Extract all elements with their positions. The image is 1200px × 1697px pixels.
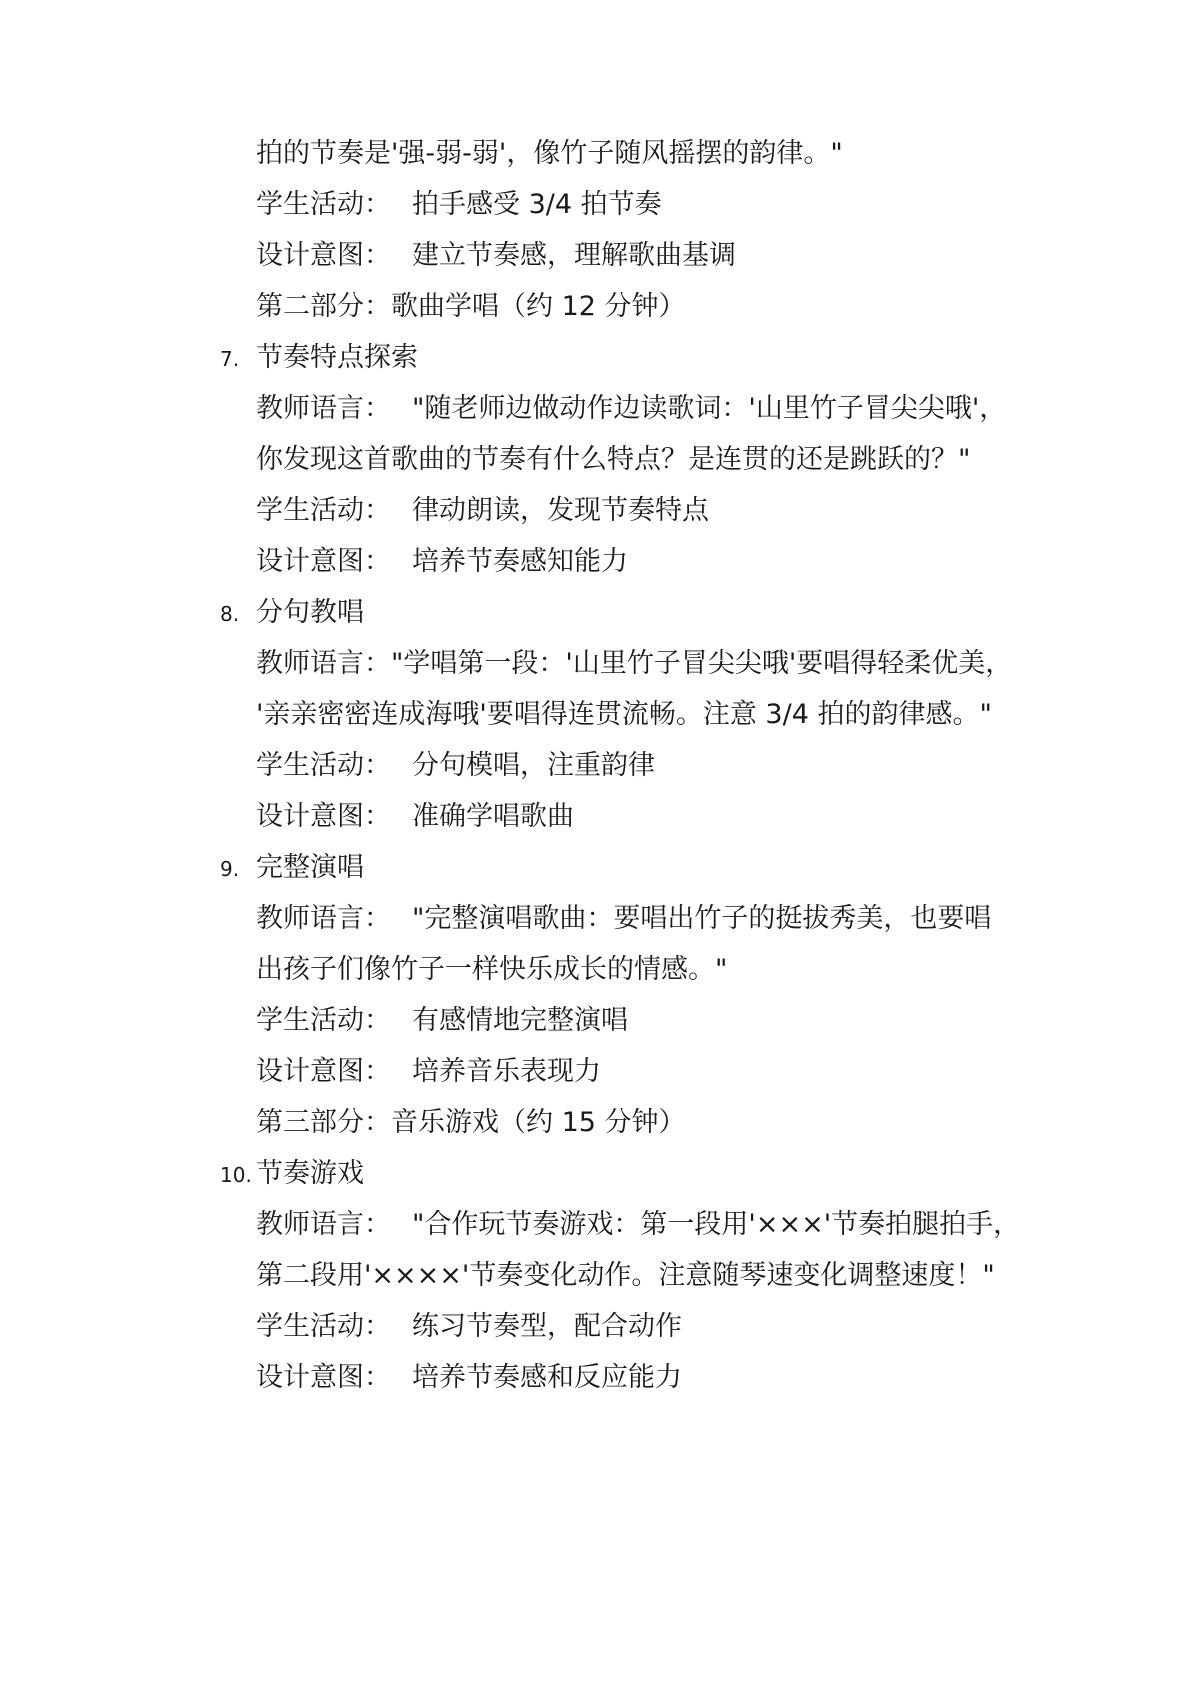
text-line [256,952,727,988]
text-line [256,442,970,478]
design-intent-line [256,1054,601,1090]
student-activity-label: 学生活动： [256,189,391,220]
student-activity-line [256,1309,682,1345]
student-activity-text: 练习节奏型，配合动作 [412,1311,682,1342]
student-activity-text: 分句模唱，注重韵律 [412,750,655,781]
design-intent-line [256,238,736,274]
line-text: 你发现这首歌曲的节奏有什么特点？是连贯的还是跳跃的？" [256,444,971,475]
student-activity-text: 拍手感受 3/4 拍节奏 [412,189,662,220]
part-heading-text: 第三部分：音乐游戏（约 15 分钟） [256,1107,686,1138]
teacher-language-line [256,391,1006,427]
section-title: 节奏特点探索 [256,342,418,373]
student-activity-line [256,1003,628,1039]
student-activity-text: 有感情地完整演唱 [412,1005,628,1036]
student-activity-text: 律动朗读，发现节奏特点 [412,495,709,526]
teacher-language-label: 教师语言： [256,903,391,934]
design-intent-line [256,544,628,580]
section-number: 7. [220,347,240,371]
teacher-language-text: "完整演唱歌曲：要唱出竹子的挺拔秀美，也要唱 [412,903,992,934]
design-intent-line [256,1360,682,1396]
section-title: 节奏游戏 [256,1158,364,1189]
design-intent-label: 设计意图： [256,1362,391,1393]
design-intent-text: 培养音乐表现力 [412,1056,601,1087]
section-heading-7 [220,340,418,377]
line-text: 出孩子们像竹子一样快乐成长的情感。" [256,954,728,985]
section-title: 完整演唱 [256,852,364,883]
teacher-language-label: 教师语言： [256,393,391,424]
design-intent-text: 培养节奏感知能力 [412,546,628,577]
part-heading-text: 第二部分：歌曲学唱（约 12 分钟） [256,291,686,322]
student-activity-label: 学生活动： [256,495,391,526]
design-intent-label: 设计意图： [256,546,391,577]
design-intent-line [256,799,574,835]
line-text: 第二段用'××××'节奏变化动作。注意随琴速变化调整速度！" [256,1260,995,1291]
student-activity-label: 学生活动： [256,1311,391,1342]
student-activity-line [256,748,655,784]
text-line [256,1258,995,1294]
part-heading [256,289,686,325]
part-heading [256,1105,686,1141]
design-intent-text: 培养节奏感和反应能力 [412,1362,682,1393]
section-heading-8 [220,595,364,632]
section-number: 8. [220,602,240,626]
teacher-language-line [256,901,991,937]
teacher-language-line [256,1207,1020,1243]
design-intent-label: 设计意图： [256,801,391,832]
teacher-language-line [256,646,1012,682]
student-activity-line [256,187,662,223]
section-title: 分句教唱 [256,597,364,628]
line-text: '亲亲密密连成海哦'要唱得连贯流畅。注意 3/4 拍的韵律感。" [256,699,992,730]
teacher-language-label: 教师语言： [256,1209,391,1240]
text-line [256,697,992,733]
section-number: 9. [220,857,240,881]
teacher-language-text: "随老师边做动作边读歌词：'山里竹子冒尖尖哦'， [412,393,1007,424]
section-number: 10. [220,1163,252,1187]
student-activity-label: 学生活动： [256,750,391,781]
section-heading-9 [220,850,364,887]
line-text: 拍的节奏是'强-弱-弱'，像竹子随风摇摆的韵律。" [256,138,843,169]
text-line [256,136,843,172]
section-heading-10 [220,1156,364,1193]
design-intent-label: 设计意图： [256,1056,391,1087]
design-intent-label: 设计意图： [256,240,391,271]
design-intent-text: 准确学唱歌曲 [412,801,574,832]
student-activity-line [256,493,709,529]
design-intent-text: 建立节奏感，理解歌曲基调 [412,240,736,271]
teacher-language-text: 教师语言："学唱第一段：'山里竹子冒尖尖哦'要唱得轻柔优美， [256,648,1013,679]
teacher-language-text: "合作玩节奏游戏：第一段用'×××'节奏拍腿拍手， [412,1209,1021,1240]
student-activity-label: 学生活动： [256,1005,391,1036]
